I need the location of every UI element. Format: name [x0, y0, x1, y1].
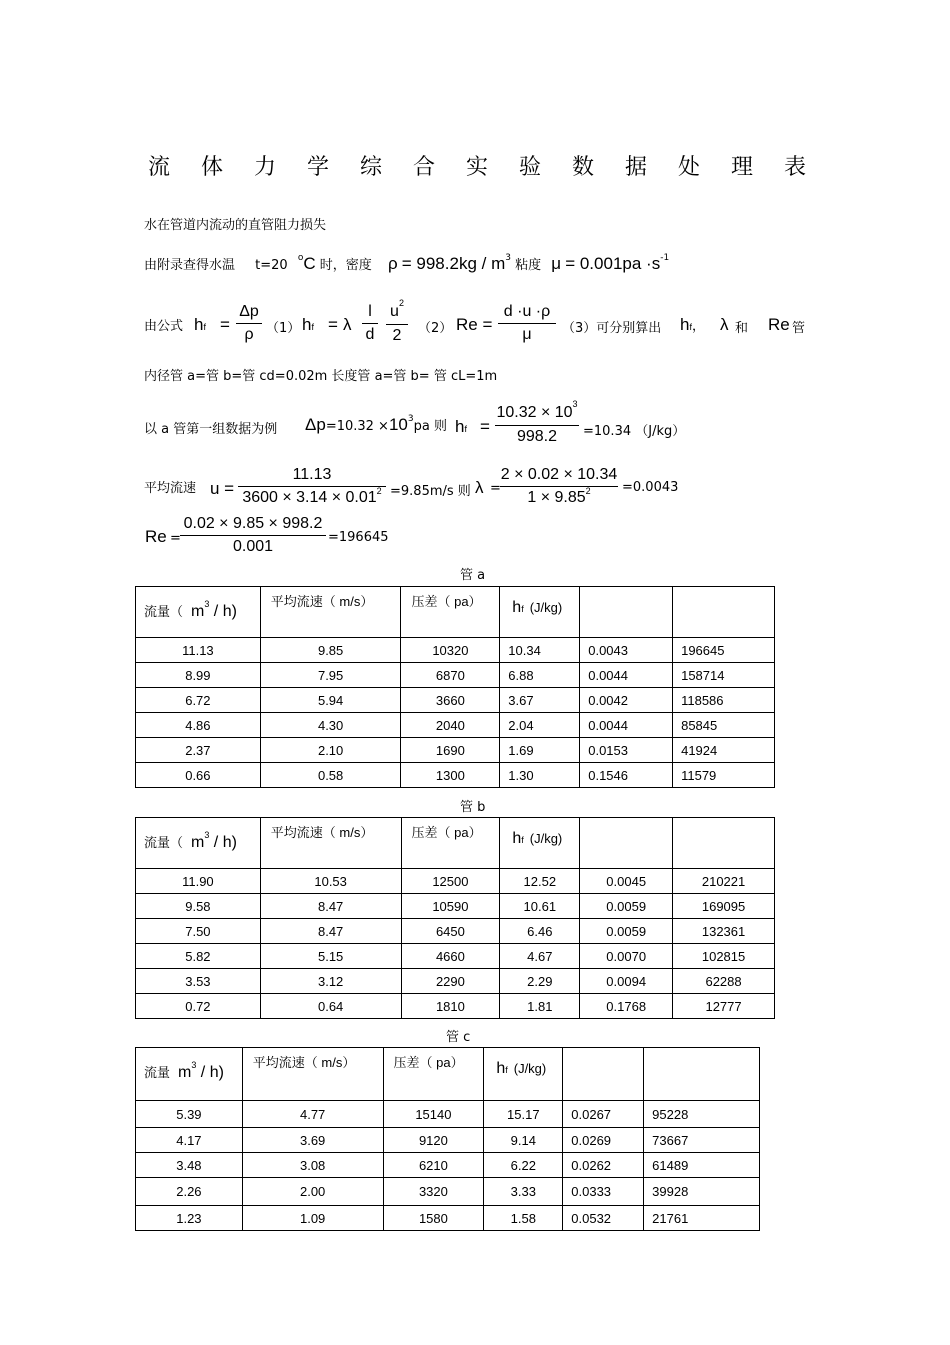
- table-cell: 0.58: [260, 763, 401, 788]
- velocity-result: =9.85m/s 则: [390, 484, 471, 499]
- header-cell: [563, 1048, 644, 1101]
- table-cell: 2.26: [136, 1178, 243, 1206]
- header-cell: 压差（ pa）: [401, 587, 500, 638]
- table-cell: 0.64: [260, 994, 401, 1019]
- table-cell: 5.82: [136, 944, 261, 969]
- table-cell: 2.37: [136, 738, 261, 763]
- re-symbol-3: Re: [145, 527, 167, 546]
- table-cell: 0.0059: [580, 894, 673, 919]
- header-cell: [644, 1048, 760, 1101]
- table-row: [136, 688, 775, 713]
- header-cell: 流量（ $m^3 / h$): [136, 818, 261, 869]
- eq-number-3: （3）可分别算出: [562, 321, 662, 336]
- table-cell: 9.85: [260, 638, 401, 663]
- table-cell: 1.69: [500, 738, 580, 763]
- table-cell: 0.0045: [580, 869, 673, 894]
- table-cell: 73667: [644, 1128, 760, 1153]
- table-cell: 0.0042: [580, 688, 673, 713]
- table-cell: 6.88: [500, 663, 580, 688]
- table-cell: 0.1546: [580, 763, 673, 788]
- velocity-prefix: 平均流速: [144, 481, 197, 496]
- fraction-l-d: l d: [362, 302, 378, 345]
- table-cell: 0.1768: [580, 994, 673, 1019]
- table-row: [136, 713, 775, 738]
- table-cell: 1300: [401, 763, 500, 788]
- table-header-row: [136, 818, 775, 869]
- table-cell: 5.94: [260, 688, 401, 713]
- table-cell: 95228: [644, 1101, 760, 1128]
- table-cell: 1.81: [500, 994, 580, 1019]
- table-cell: 62288: [673, 969, 775, 994]
- table-cell: 1.30: [500, 763, 580, 788]
- table-cell: 102815: [673, 944, 775, 969]
- table-row: [136, 894, 775, 919]
- visc-label: 粘度: [515, 258, 542, 273]
- re-symbol-2: Re: [768, 315, 790, 334]
- table-cell: 15140: [383, 1101, 484, 1128]
- fraction-hf-example: $10.32 \times 10^3$ 998.2: [496, 399, 578, 445]
- mu-exp: -1: [660, 253, 670, 263]
- table-cell: 9120: [383, 1128, 484, 1153]
- table-cell: 8.47: [260, 894, 401, 919]
- u-symbol: u =: [210, 479, 235, 498]
- table-cell: 3.67: [500, 688, 580, 713]
- table-cell: 2040: [401, 713, 500, 738]
- hf-symbol-3: hf，: [680, 315, 705, 334]
- example-prefix: 以 a 管第一组数据为例: [144, 422, 278, 437]
- unit-celsius: C: [303, 254, 316, 273]
- degree-symbol: o: [297, 253, 304, 263]
- table-cell: 10590: [401, 894, 500, 919]
- table-cell: 0.66: [136, 763, 261, 788]
- table-cell: 0.0333: [563, 1178, 644, 1206]
- table-cell: 39928: [644, 1178, 760, 1206]
- table-cell: 12777: [673, 994, 775, 1019]
- table-cell: 11.90: [136, 869, 261, 894]
- fraction-re: d ·u ·ρ μ: [498, 302, 556, 345]
- table-cell: 0.0044: [580, 663, 673, 688]
- eq-number-2: （2）: [418, 321, 453, 336]
- table-a-caption: 管 a: [460, 568, 486, 583]
- fraction-lambda: 2 × 0.02 × 10.34 $1 \times 9.85^2$: [500, 466, 618, 506]
- eq-sign-6: =: [170, 531, 181, 546]
- rho-symbol: ρ: [387, 254, 398, 273]
- table-row: [136, 1128, 760, 1153]
- table-row: [136, 763, 775, 788]
- re-result: =196645: [328, 530, 389, 545]
- table-cell: 6.72: [136, 688, 261, 713]
- table-cell: 2290: [401, 969, 500, 994]
- table-cell: 6450: [401, 919, 500, 944]
- table-cell: 1810: [401, 994, 500, 1019]
- table-cell: 10320: [401, 638, 500, 663]
- header-cell: [580, 818, 673, 869]
- table-pipe-b: [135, 817, 775, 1019]
- fraction-u2-2: $u^2$ 2: [386, 302, 408, 346]
- table-cell: 41924: [673, 738, 775, 763]
- table-row: [136, 944, 775, 969]
- mu-value: = 0.001pa ·s: [565, 254, 661, 273]
- table-cell: 4.77: [242, 1101, 383, 1128]
- tail-text: 管: [792, 321, 806, 336]
- table-cell: 10.61: [500, 894, 580, 919]
- table-cell: 0.0269: [563, 1128, 644, 1153]
- dp-expression: $\Delta p=10.32 \times 10^3pa$ 则: [305, 414, 447, 434]
- hf-symbol-4: hf: [455, 417, 467, 436]
- header-cell: 压差（ pa）: [383, 1048, 484, 1101]
- line1-prefix: 由附录查得水温: [144, 258, 236, 273]
- header-cell: hf (J/kg): [500, 587, 580, 638]
- section-subtitle: 水在管道内流动的直管阻力损失: [144, 218, 327, 233]
- table-cell: 4660: [401, 944, 500, 969]
- table-cell: 6870: [401, 663, 500, 688]
- header-cell: [580, 587, 673, 638]
- header-cell: hf (J/kg): [500, 818, 580, 869]
- fraction-dp-rho: Δp ρ: [236, 302, 262, 345]
- page-title: 流体力学综合实验数据处理表: [148, 155, 838, 180]
- table-cell: 8.99: [136, 663, 261, 688]
- table-row: [136, 919, 775, 944]
- eq-sign-4: =: [480, 417, 490, 436]
- table-cell: 11579: [673, 763, 775, 788]
- table-cell: 11.13: [136, 638, 261, 663]
- line1-after: 时，密度: [319, 258, 372, 273]
- table-cell: 0.0267: [563, 1101, 644, 1128]
- hf-symbol-2: hf: [302, 315, 314, 334]
- table-cell: 5.15: [260, 944, 401, 969]
- lambda-result: =0.0043: [622, 480, 679, 495]
- header-cell: hf (J/kg): [484, 1048, 563, 1101]
- table-cell: 15.17: [484, 1101, 563, 1128]
- table-cell: 8.47: [260, 919, 401, 944]
- table-cell: 6.22: [484, 1153, 563, 1178]
- dimension-line: 内径管 a=管 b=管 cd=0.02m 长度管 a=管 b= 管 cL=1m: [144, 369, 498, 384]
- header-cell: 压差（ pa）: [401, 818, 500, 869]
- table-cell: 12.52: [500, 869, 580, 894]
- table-cell: 0.0043: [580, 638, 673, 663]
- table-cell: 2.04: [500, 713, 580, 738]
- table-row: [136, 1178, 760, 1206]
- table-cell: 210221: [673, 869, 775, 894]
- table-cell: 158714: [673, 663, 775, 688]
- table-cell: 3.12: [260, 969, 401, 994]
- eq-sign-5: =: [490, 481, 501, 496]
- table-cell: 2.00: [242, 1178, 383, 1206]
- table-row: [136, 1153, 760, 1178]
- table-cell: 21761: [644, 1206, 760, 1231]
- eq-sign-2: =: [328, 315, 338, 334]
- table-b-caption: 管 b: [460, 800, 486, 815]
- table-cell: 3660: [401, 688, 500, 713]
- header-cell: [673, 587, 775, 638]
- table-row: [136, 969, 775, 994]
- table-cell: 0.0094: [580, 969, 673, 994]
- table-cell: 0.0059: [580, 919, 673, 944]
- eq-sign-1: =: [220, 315, 230, 334]
- lambda-symbol: λ: [343, 315, 352, 334]
- rho-exp: 3: [505, 253, 511, 263]
- table-cell: 3.69: [242, 1128, 383, 1153]
- table-cell: 3.33: [484, 1178, 563, 1206]
- table-cell: 1.23: [136, 1206, 243, 1231]
- table-cell: 4.17: [136, 1128, 243, 1153]
- water-props-line: [144, 254, 669, 274]
- fraction-re-example: 0.02 × 9.85 × 998.2 0.001: [180, 514, 326, 557]
- line1-temp: t=20: [255, 258, 288, 273]
- table-cell: 12500: [401, 869, 500, 894]
- table-cell: 10.34: [500, 638, 580, 663]
- table-c-caption: 管 c: [446, 1030, 471, 1045]
- header-cell: 平均流速（ m/s）: [242, 1048, 383, 1101]
- lambda-symbol-3: λ: [475, 478, 484, 497]
- table-cell: 0.0044: [580, 713, 673, 738]
- table-cell: 132361: [673, 919, 775, 944]
- re-symbol: Re =: [456, 315, 493, 334]
- table-row: [136, 994, 775, 1019]
- table-cell: 0.0070: [580, 944, 673, 969]
- table-cell: 9.14: [484, 1128, 563, 1153]
- table-pipe-c: [135, 1047, 760, 1231]
- table-cell: 9.58: [136, 894, 261, 919]
- table-row: [136, 1206, 760, 1231]
- table-cell: 3.48: [136, 1153, 243, 1178]
- table-cell: 7.50: [136, 919, 261, 944]
- header-cell: [673, 818, 775, 869]
- table-header-row: [136, 1048, 760, 1101]
- table-cell: 1690: [401, 738, 500, 763]
- table-cell: 2.29: [500, 969, 580, 994]
- eq-number-1: （1）: [266, 321, 301, 336]
- header-cell: 流量 $m^3 / h$): [136, 1048, 243, 1101]
- table-cell: 118586: [673, 688, 775, 713]
- table-cell: 1580: [383, 1206, 484, 1231]
- table-cell: 0.72: [136, 994, 261, 1019]
- table-cell: 3.53: [136, 969, 261, 994]
- header-cell: 流量（ $m^3 / h$): [136, 587, 261, 638]
- table-cell: 3320: [383, 1178, 484, 1206]
- rho-value: = 998.2kg / m: [401, 254, 506, 273]
- table-cell: 61489: [644, 1153, 760, 1178]
- table-cell: 3.08: [242, 1153, 383, 1178]
- lambda-symbol-2: λ: [720, 315, 729, 334]
- table-cell: 85845: [673, 713, 775, 738]
- table-cell: 196645: [673, 638, 775, 663]
- table-cell: 1.58: [484, 1206, 563, 1231]
- table-cell: 4.30: [260, 713, 401, 738]
- table-cell: 0.0262: [563, 1153, 644, 1178]
- table-cell: 0.0532: [563, 1206, 644, 1231]
- table-cell: 4.67: [500, 944, 580, 969]
- fraction-velocity: 11.13 $3600 \times 3.14 \times 0.01^2$: [238, 465, 386, 509]
- hf-result: =10.34 （J/kg）: [583, 424, 686, 439]
- table-cell: 4.86: [136, 713, 261, 738]
- and-text: 和: [735, 321, 749, 336]
- table-cell: 169095: [673, 894, 775, 919]
- table-cell: 0.0153: [580, 738, 673, 763]
- table-cell: 6.46: [500, 919, 580, 944]
- table-row: [136, 663, 775, 688]
- mu-symbol: μ: [551, 254, 562, 273]
- table-cell: 7.95: [260, 663, 401, 688]
- table-cell: 2.10: [260, 738, 401, 763]
- hf-symbol-1: hf: [194, 315, 206, 334]
- table-pipe-a: [135, 586, 775, 788]
- table-cell: 10.53: [260, 869, 401, 894]
- header-cell: 平均流速（ m/s）: [260, 818, 401, 869]
- table-cell: 6210: [383, 1153, 484, 1178]
- header-cell: 平均流速（ m/s）: [260, 587, 401, 638]
- table-cell: 1.09: [242, 1206, 383, 1231]
- table-cell: 5.39: [136, 1101, 243, 1128]
- table-row: [136, 738, 775, 763]
- formula-prefix: 由公式: [144, 319, 184, 334]
- table-header-row: [136, 587, 775, 638]
